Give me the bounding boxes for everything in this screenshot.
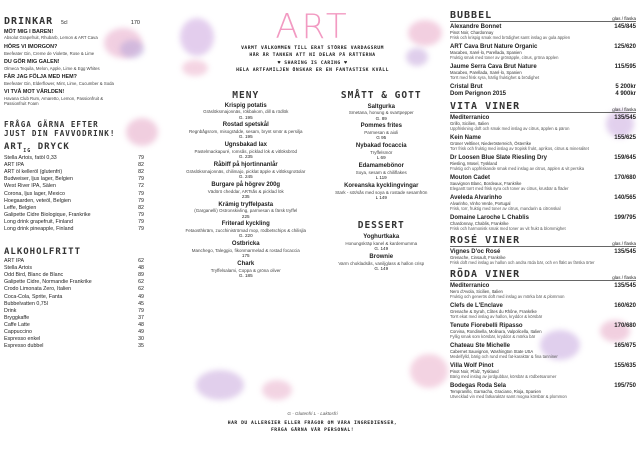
- item-price: 79: [138, 155, 144, 162]
- art-logo: ART: [275, 7, 350, 47]
- drinkar-header: [4, 16, 174, 27]
- dish-desc: Pastelmackapuré, romsås, picklad lök & vitlöksbröd: [194, 149, 298, 155]
- dish-price: G. 149: [374, 266, 389, 272]
- wine-price: 140/565: [614, 195, 636, 201]
- drinkar-price: 170: [130, 20, 140, 26]
- drink-name: FÅR JAG FÖLJA MED HEM?: [4, 74, 77, 81]
- wine-name: Tenute Fiorebelli Ripasso: [450, 323, 523, 329]
- table-row: [4, 155, 144, 162]
- wine-name: Mouton Cadet: [450, 175, 490, 181]
- item-name: Galipette Cidre, Normandie Frankrike: [4, 279, 92, 286]
- drink-name: VI TVÅ MOT VÄRLDEN!: [4, 89, 65, 96]
- drink-name: HÖRS VI IMORGON?: [4, 44, 58, 51]
- wine-desc: Torrt ekat med inslag av hallon, kryddor & körsbär: [450, 313, 543, 319]
- wine-desc: Frisk och harmonisk smak med toner av vit frukt & blommighet: [450, 225, 566, 231]
- list-item: [450, 283, 636, 300]
- wine-desc: Frisk och krispig smak med brödighet samt inslag av gula äpplen: [450, 34, 571, 40]
- table-row: [4, 162, 144, 169]
- wine-grape: Macabeo, Xarel·lo, Parellada, Spanien: [450, 50, 522, 55]
- wine-grape: Chardonnay, Chablis, Frankrike: [450, 221, 509, 226]
- dish-desc: Gräslöksmajonnäs, rökbakom, dill & rödlök: [203, 109, 289, 115]
- wine-name: Chateau Ste Michelle: [450, 343, 511, 349]
- table-row: [4, 258, 144, 265]
- artdryck-title: [4, 142, 174, 154]
- list-item: [450, 249, 636, 266]
- item-name: Espresso dubbel: [4, 343, 44, 350]
- rose-unit: glas / flaska: [612, 241, 636, 246]
- alkoholfritt-title: ALKOHOLFRITT: [4, 247, 82, 258]
- footer-block: [180, 410, 445, 434]
- footer-line2: FRÅGA GÄRNA VÅR PERSONAL!: [270, 428, 355, 433]
- list-item: [450, 24, 636, 41]
- smatt-title: SMÅTT & GOTT: [340, 89, 422, 101]
- welcome-line4: HELA ARTFAMILJEN ÖNSKAR ER EN FANTASTISK KVÄLL: [236, 68, 389, 74]
- list-item: [450, 155, 636, 172]
- dish-price: G. 235: [238, 154, 253, 160]
- item-price: 79: [138, 211, 144, 218]
- wine-name: Dr Loosen Blue Slate Riesling Dry: [450, 155, 548, 161]
- list-item: [450, 323, 636, 340]
- wine-name: ART Cava Brut Nature Organic: [450, 44, 538, 50]
- wine-desc: Bärig med inslag av jordgubbar, körsbär & rödbetsaromer: [450, 373, 557, 379]
- artdryck-list: [4, 155, 144, 233]
- dish-price: 175: [241, 253, 250, 259]
- dish-name: Yoghurtkaka: [363, 234, 400, 241]
- item-name: Cappuccino: [4, 329, 32, 336]
- meny-title: MENY: [232, 89, 260, 101]
- dish-desc: Soya, sesam & chiliflakes: [355, 169, 407, 175]
- wine-name: Domaine Laroche L Chablis: [450, 215, 529, 221]
- wine-price: 135/545: [614, 249, 636, 255]
- list-item: [180, 261, 312, 278]
- table-row: [4, 343, 144, 350]
- item-name: Budweiser, ljus lager, Belgien: [4, 176, 73, 183]
- list-item: [450, 383, 636, 400]
- wine-desc: Frisk, torr, fruktig med toner av citrus, mandarin & citronskal: [450, 205, 561, 211]
- table-row: [4, 183, 144, 190]
- item-name: Leffe, Belgien: [4, 204, 37, 211]
- wine-grape: Alvarinho, Vinho Verde, Portugal: [450, 201, 511, 206]
- table-row: [4, 205, 144, 212]
- list-item: [4, 29, 174, 41]
- list-item: [450, 303, 636, 320]
- wine-price: 165/675: [614, 343, 636, 349]
- item-name: Odd Bird, Blanc de Blanc: [4, 272, 64, 279]
- wine-grape: Nero d'Avola, Sicilien, Italien: [450, 289, 503, 294]
- heart-icon: ♥: [277, 60, 281, 66]
- drink-desc: Havana Club Rum, Amaretto, Lemon, Passionfruit & Passionfruit Foam: [4, 95, 104, 107]
- dish-name: Råbiff på hjortinnanlår: [213, 162, 278, 169]
- wine-desc: Torrt med frisk syra, härlig fruktighet & brödighet: [450, 74, 540, 80]
- item-price: 79: [138, 307, 144, 314]
- wine-grape: Sauvignon Blanc, Bordeaux, Frankrike: [450, 181, 522, 186]
- roda-unit: glas / flaska: [612, 275, 636, 280]
- list-item: [450, 135, 636, 152]
- item-name: Drink: [4, 307, 17, 314]
- wine-column: [450, 0, 636, 403]
- wine-name: Cristal Brut: [450, 84, 483, 90]
- drinkar-unit: 5cl: [61, 20, 68, 26]
- wine-desc: Torr frisk och fruktig med inslag av tropisk frukt, aprikos, citrus & mineralitet: [450, 145, 589, 151]
- dish-price: G. 195: [238, 134, 253, 140]
- sharing-line: [180, 60, 445, 67]
- artdryck-title-pre: ART: [4, 142, 24, 153]
- table-row: [4, 176, 144, 183]
- wine-price: 145/845: [614, 24, 636, 30]
- item-name: Galipette Cidre Biologique, Frankrike: [4, 211, 91, 218]
- table-row: [4, 191, 144, 198]
- drink-desc: Olmeca Tequila, Melon, Apple, Lime & Egg Whites: [4, 65, 100, 71]
- wine-desc: Fruktig och generös doft med inslag av mörka bär & plommon: [450, 293, 565, 299]
- list-item: [180, 162, 312, 179]
- dish-name: Ugnsbakad lax: [224, 142, 267, 149]
- item-name: Stella Artois: [4, 265, 32, 272]
- fraga-line2: JUST DIN FAVVODRINK!: [4, 129, 116, 139]
- vita-unit: glas / flaska: [612, 107, 636, 112]
- wine-price: 170/680: [614, 175, 636, 181]
- item-price: 79: [138, 197, 144, 204]
- item-name: Corona, ljus lager, Mexico: [4, 190, 65, 197]
- item-price: 82: [138, 169, 144, 176]
- dish-name: Chark: [237, 261, 255, 267]
- list-item: [318, 234, 446, 251]
- wine-desc: Utvecklad vin med fatkaraktär samt mogna körsbär & plommon: [450, 393, 567, 399]
- item-name: ART IPA: [4, 258, 25, 265]
- item-price: 45: [138, 300, 144, 307]
- table-row: [4, 301, 144, 308]
- wine-name: Mediterranico: [450, 283, 490, 289]
- wine-grape: Grüner Veltliner, Niederösterreich, Österrike: [450, 141, 532, 146]
- wine-price: 115/595: [614, 64, 636, 70]
- table-row: [4, 315, 144, 322]
- watercolor-splash: [196, 370, 244, 400]
- item-price: 62: [138, 286, 144, 293]
- drink-name: DU GÖR MIG GALEN!: [4, 59, 60, 66]
- wine-grape: Grenache & Syrah, Côtes du Rhône, Frankrike: [450, 309, 537, 314]
- list-item: [450, 44, 636, 61]
- dish-desc: Fetaosthkräm, zucchiniströmad mop, rödbetschips & chilisjla: [185, 228, 307, 234]
- wine-desc: Frisk doft med inslag av hallon och andra röda bär, och en fläkt av färska örter: [450, 259, 595, 265]
- artdryck-section: [4, 142, 174, 233]
- list-item: [180, 122, 312, 139]
- wine-desc: Fruktig smak med toner av grönäpple, citrus, gröna äpplen: [450, 54, 559, 60]
- item-name: ART IPA: [4, 162, 25, 169]
- drinks-column: [4, 0, 174, 350]
- item-name: Bryggkaffe: [4, 314, 30, 321]
- item-name: Coca-Cola, Sprite, Fanta: [4, 293, 63, 300]
- item-price: 79: [138, 218, 144, 225]
- item-price: 49: [138, 293, 144, 300]
- item-price: 79: [138, 225, 144, 232]
- wine-grape: Macabeo, Parellada, Xarel·lo, Spanien: [450, 70, 522, 75]
- list-item: [180, 241, 312, 258]
- wine-name: Villa Wolf Pinot: [450, 363, 494, 369]
- dish-desc: Honungskräp kanel & kardemumma: [345, 241, 418, 247]
- wine-price: 160/620: [614, 303, 636, 309]
- wine-name: Kein Name: [450, 135, 482, 141]
- wine-desc: Uppfriskning doft och smak med inslag av citrus, äpplen & päron: [450, 125, 570, 131]
- list-item: [180, 221, 312, 238]
- wine-grape: Grillo, Sicilien, Italien: [450, 121, 489, 126]
- dish-name: Koreanska kycklingvingar: [344, 182, 419, 189]
- item-price: 79: [138, 176, 144, 183]
- wine-price: 125/620: [614, 44, 636, 50]
- wine-desc: Fyllig smak som körsbär, kryddor & mörka bär: [450, 333, 536, 339]
- dish-price: L 119: [375, 175, 387, 181]
- dish-price: G. 185: [238, 273, 253, 278]
- meny-section: [180, 90, 312, 281]
- dish-desc: Tryffelsalami, Coppa & gröna oliver: [210, 267, 281, 273]
- wine-price: 5 200kr: [615, 84, 636, 90]
- fraga-line1: FRÅGA GÄRNA EFTER: [4, 120, 99, 130]
- dish-desc: Tryffelsmör: [370, 150, 393, 156]
- drinkar-list: [4, 29, 174, 106]
- wine-grape: Pinot Noir, Chardonnay: [450, 30, 494, 35]
- item-name: Bubbelvatten 0,75l: [4, 300, 48, 307]
- wine-name: Bodegas Roda Sela: [450, 383, 507, 389]
- wine-name: Vignes D'oc Rosé: [450, 249, 501, 255]
- list-item: [450, 64, 636, 81]
- wine-name: Mediterranico: [450, 115, 490, 121]
- list-item: [318, 163, 446, 180]
- artdryck-title-post: DRYCK: [37, 142, 70, 153]
- artdryck-title-sub: IG: [23, 148, 32, 155]
- dish-name: Saltgurka: [367, 103, 395, 110]
- table-row: [4, 308, 144, 315]
- drink-desc: Beefeater Gin, Elderflower, Mint, Lime, Cucumber & Soda: [4, 80, 114, 86]
- dish-price: G. 89: [375, 115, 387, 121]
- item-name: Caffe Latte: [4, 321, 30, 328]
- wine-desc: Elegantt torrt med frisk syra och toner av citrus, krusbär & fläder: [450, 185, 569, 191]
- table-row: [4, 336, 144, 343]
- dish-name: Brownie: [369, 254, 394, 261]
- table-row: [4, 272, 144, 279]
- watercolor-splash: [410, 354, 448, 388]
- list-item: [4, 44, 174, 56]
- diet-legend: G - Glutenfri L - Laktosfri: [287, 411, 338, 416]
- dish-desc: Manchego, Taleggio, fikonmarmelad & rostad focaccia: [191, 248, 300, 253]
- dish-price: L 149: [375, 194, 387, 200]
- wine-name: Clefs de L'Enclave: [450, 303, 503, 309]
- item-name: ART öl kelleröl (glutenfri): [4, 169, 63, 176]
- item-price: 48: [138, 265, 144, 272]
- table-row: [4, 265, 144, 272]
- bubbel-unit: glas / flaska: [612, 16, 636, 21]
- wine-price: 159/645: [614, 155, 636, 161]
- wine-name: Jaume Serra Cava Brut Nature: [450, 64, 537, 70]
- list-item: [450, 175, 636, 192]
- heart-icon: ♥: [344, 60, 348, 66]
- alkoholfritt-list: [4, 258, 144, 350]
- list-item: [450, 363, 636, 380]
- dish-desc: Regnbågsrom, misogrädde, sesam, brynt smör & persilja: [188, 129, 303, 135]
- item-price: 82: [138, 162, 144, 169]
- dish-name: Rostad spetskål: [222, 122, 269, 129]
- item-price: 49: [138, 329, 144, 336]
- list-item: [450, 115, 636, 132]
- roda-header: [450, 269, 636, 281]
- list-item: [180, 142, 312, 159]
- list-item: [4, 89, 174, 106]
- food-sections: [180, 90, 445, 281]
- wine-grape: Riesling, Mosel, Tyskland: [450, 161, 498, 166]
- dish-price: 225: [241, 213, 250, 219]
- dish-price: L 69: [376, 155, 386, 161]
- dish-name: Burgare på högrev 200g: [211, 181, 281, 188]
- right-food-sections: [318, 90, 446, 281]
- header-block: [180, 9, 445, 75]
- wine-price: 135/545: [614, 115, 636, 121]
- drink-name: MÖT MIG I BAREN!: [4, 29, 54, 35]
- dessert-title: DESSERT: [357, 220, 405, 232]
- list-item: [450, 84, 636, 91]
- dish-desc: Smetana, honung & svartpepper: [348, 110, 414, 116]
- item-price: 30: [138, 336, 144, 343]
- watercolor-splash: [262, 380, 292, 400]
- item-name: West River IPA, Sälen: [4, 183, 56, 190]
- drink-desc: Absolut Grapefruit, Rhubarb, Lemon & ART Cava: [4, 35, 98, 41]
- dish-name: Edamamebönor: [358, 163, 404, 170]
- list-item: [318, 104, 446, 121]
- list-item: [318, 183, 446, 200]
- dish-name: Pommes frites: [360, 123, 402, 130]
- list-item: [450, 343, 636, 360]
- wine-price: 199/795: [614, 215, 636, 221]
- list-item: [4, 74, 174, 86]
- list-item: [4, 59, 174, 71]
- item-name: Long drink pineapple, Finland: [4, 225, 74, 232]
- item-name: Long drink grapefruit, Finland: [4, 218, 73, 225]
- dish-name: Friterad kyckling: [221, 221, 270, 228]
- table-row: [4, 329, 144, 336]
- rose-header: [450, 235, 636, 247]
- wine-price: 4 900kr: [615, 91, 636, 97]
- list-item: [318, 254, 446, 271]
- list-item: [180, 182, 312, 199]
- list-item: [450, 91, 636, 98]
- list-item: [318, 123, 446, 140]
- item-name: Hoegaarden, veteöl, Belgien: [4, 197, 71, 204]
- dish-name: Ostbricka: [231, 241, 260, 248]
- item-price: 89: [138, 272, 144, 279]
- table-row: [4, 212, 144, 219]
- table-row: [4, 294, 144, 301]
- table-row: [4, 169, 144, 176]
- sharing-text: SHARING IS CARING: [284, 60, 341, 66]
- item-name: Espresso enkel: [4, 336, 41, 343]
- welcome-line2: HÄR ÄR TANKEN ATT NI DELAR PÅ RÄTTERNA: [249, 53, 376, 59]
- wine-price: 170/680: [614, 323, 636, 329]
- item-price: 72: [138, 183, 144, 190]
- table-row: [4, 219, 144, 226]
- alkoholfritt-section: [4, 247, 174, 350]
- dish-price: G 95: [376, 135, 387, 141]
- dish-desc: Vädörö cheddar, ARTsås & picklad lök: [207, 188, 284, 194]
- table-row: [4, 198, 144, 205]
- list-item: [450, 195, 636, 212]
- dish-desc: Stark - söt/sås med soya & rostade sesamfrön: [335, 189, 428, 195]
- fraga-block: [4, 120, 174, 138]
- wine-price: 195/750: [614, 383, 636, 389]
- bubbel-header: [450, 10, 636, 22]
- table-row: [4, 226, 144, 233]
- table-row: [4, 279, 144, 286]
- item-price: 48: [138, 321, 144, 328]
- wine-name: Aveleda Alvarinho: [450, 195, 502, 201]
- food-column: [180, 0, 445, 433]
- dish-name: Krämig tryffelpasta: [218, 201, 274, 208]
- dish-price: G. 245: [238, 174, 253, 180]
- dish-desc: Varm chokladsås, vaniljglass & hallon crisp: [338, 260, 425, 266]
- vita-header: [450, 101, 636, 113]
- wine-price: 135/545: [614, 283, 636, 289]
- dish-name: Nybakad focaccia: [355, 143, 407, 150]
- item-price: 37: [138, 314, 144, 321]
- item-price: 62: [138, 258, 144, 265]
- wine-price: 155/625: [614, 135, 636, 141]
- roda-title: RÖDA VINER: [450, 269, 521, 280]
- drinkar-title: DRINKAR: [4, 16, 54, 27]
- list-item: [450, 215, 636, 232]
- vita-title: VITA VINER: [450, 101, 521, 112]
- list-item: [318, 143, 446, 160]
- footer-line1: HAR DU ALLERGIER ELLER FRÅGOR OM VÅRA INGREDIENSER,: [227, 421, 398, 426]
- bubbel-title: BUBBEL: [450, 10, 493, 21]
- drink-desc: Beefeater Gin, Creme de Violette, Rose & Lime: [4, 50, 95, 56]
- rose-title: ROSÉ VINER: [450, 235, 521, 246]
- dish-desc: (Garganelli) Ostronskivling, parmesan & färsk tryffel: [194, 208, 298, 214]
- item-price: 62: [138, 279, 144, 286]
- wine-desc: Medelfylld, bärig och rund med fat-karaktär & fina tanniner: [450, 353, 558, 359]
- wine-grape: Cabernet Sauvignon, Washington State USA: [450, 349, 534, 354]
- wine-grape: Tempranillo, Garnacha, Graciano, Rioja, Spanien: [450, 389, 542, 394]
- wine-grape: Pinot Noir, Pfalz, Tyskland: [450, 369, 499, 374]
- dish-desc: Gräslöksmajonnäs, chilimajo, picklat äpple & vitlöksgrottolar: [186, 168, 306, 174]
- welcome-line1: VARMT VÄLKOMMEN TILL ERAT STÖRRE VARDAGSRUM: [241, 46, 384, 51]
- table-row: [4, 286, 144, 293]
- item-price: 35: [138, 343, 144, 350]
- wine-grape: Corvina, Rondinella, Molinara, Valpolicella, Italien: [450, 329, 542, 334]
- dish-name: Krispig potatis: [224, 102, 267, 109]
- wine-name: Alexandre Bonnet: [450, 24, 502, 30]
- list-item: [180, 103, 312, 120]
- item-name: Stella Artois, fatöl 0,33: [4, 155, 57, 162]
- item-price: 79: [138, 190, 144, 197]
- dish-price: G. 220: [238, 233, 253, 239]
- dish-price: G. 149: [374, 246, 389, 252]
- item-name: Crodo Limonata Zero, Italien: [4, 286, 72, 293]
- wine-desc: Fruktig och uppfriskande smak med inslag av citrus, äpplen & vit persika: [450, 165, 585, 171]
- wine-name: Dom Perignon 2015: [450, 91, 507, 97]
- dish-price: G. 195: [238, 114, 253, 120]
- wine-grape: Grenache, Cinsault, Frankrike: [450, 255, 506, 260]
- dish-price: 235: [241, 193, 250, 199]
- wine-price: 155/635: [614, 363, 636, 369]
- list-item: [180, 202, 312, 219]
- item-price: 82: [138, 204, 144, 211]
- dish-desc: Parmesan & aioli: [364, 130, 399, 136]
- table-row: [4, 322, 144, 329]
